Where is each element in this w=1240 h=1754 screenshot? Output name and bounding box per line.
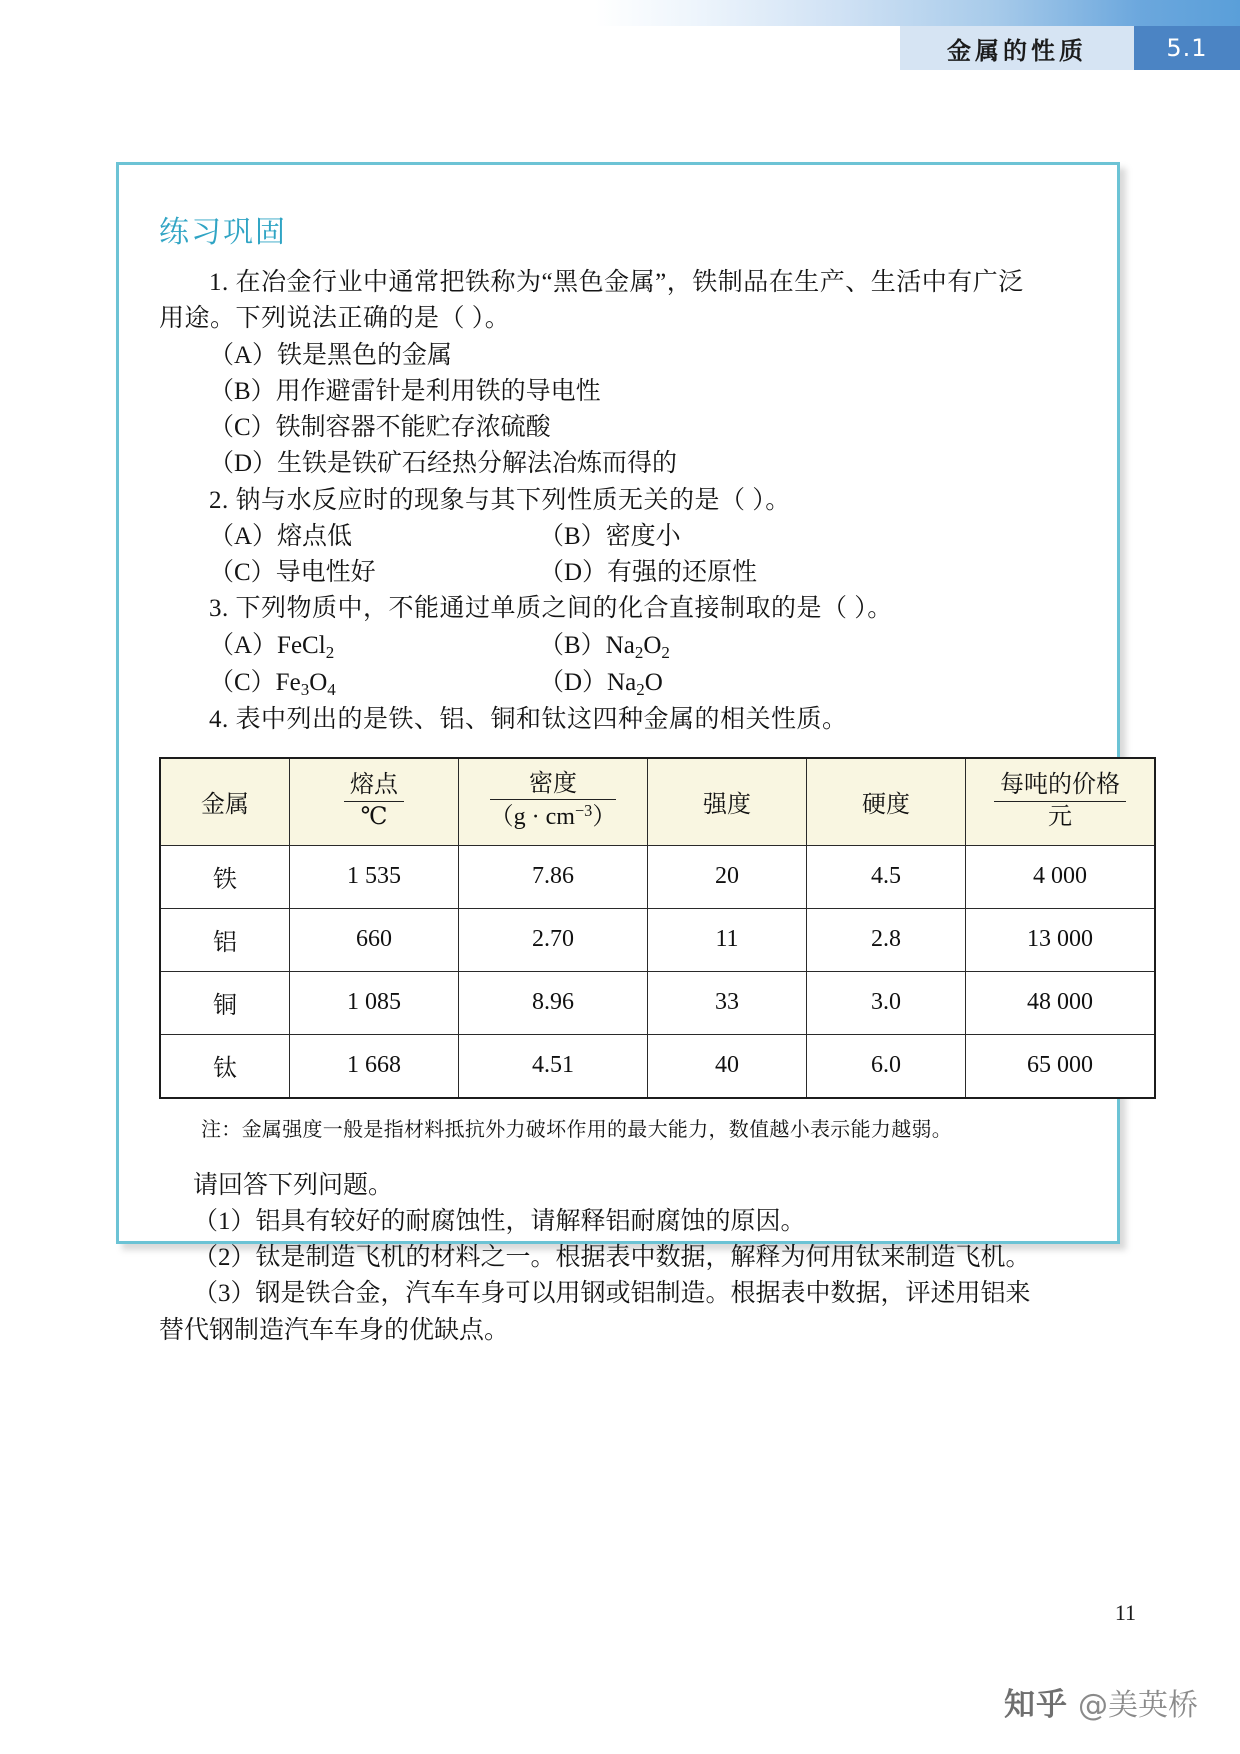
chapter-title-tag bbox=[900, 26, 1134, 70]
question-4-stem: 4. 表中列出的是铁、铝、铜和钛这四种金属的相关性质。 bbox=[209, 706, 848, 734]
question-3-option-a-prefix: （A）FeCl bbox=[209, 631, 326, 659]
header-strength: 强度 bbox=[648, 758, 807, 846]
page-number: 11 bbox=[1114, 1600, 1136, 1625]
table-note: 注：金属强度一般是指材料抵抗外力破坏作用的最大能力，数值越小表示能力越弱。 bbox=[201, 1118, 953, 1141]
question-2-option-d: （D）有强的还原性 bbox=[539, 559, 758, 586]
cell-price: 48 000 bbox=[966, 971, 1156, 1034]
question-3-option-b-sub2: 2 bbox=[661, 642, 670, 662]
header-gradient-band bbox=[0, 0, 1240, 26]
header-hardness: 硬度 bbox=[807, 758, 966, 846]
question-3-option-c-mid: O bbox=[309, 668, 328, 696]
question-2-options-row-1 bbox=[159, 519, 1077, 555]
metal-properties-table bbox=[159, 757, 1156, 1099]
cell-price: 4 000 bbox=[966, 845, 1156, 908]
question-3-option-d-mid: O bbox=[644, 668, 663, 696]
cell-strength: 33 bbox=[648, 971, 807, 1034]
header-melting-point bbox=[290, 758, 459, 846]
question-3-option-b bbox=[539, 628, 1077, 665]
cell-hardness: 2.8 bbox=[807, 908, 966, 971]
chapter-title-text: 金属的性质 bbox=[947, 36, 1087, 65]
cell-metal: 铜 bbox=[160, 971, 290, 1034]
question-3-option-a-sub: 2 bbox=[325, 642, 335, 662]
section-title: 练习巩固 bbox=[159, 215, 287, 250]
cell-density: 2.70 bbox=[459, 908, 648, 971]
cell-metal: 铝 bbox=[160, 908, 290, 971]
question-3-option-c-sub2: 4 bbox=[327, 679, 336, 699]
question-1-option-a: （A）铁是黑色的金属 bbox=[209, 341, 453, 369]
question-3-option-c-sub1: 3 bbox=[300, 679, 310, 699]
header-density bbox=[459, 758, 648, 846]
question-2-options-row-2 bbox=[159, 555, 1077, 591]
table-body bbox=[160, 845, 1155, 1098]
cell-price: 13 000 bbox=[966, 908, 1156, 971]
header-metal: 金属 bbox=[160, 758, 290, 846]
question-2-option-b: （B）密度小 bbox=[539, 522, 681, 550]
zhihu-logo: 知乎 bbox=[1004, 1687, 1068, 1723]
question-2-stem: 2. 钠与水反应时的现象与其下列性质无关的是（ ）。 bbox=[209, 486, 791, 514]
question-1-option-c: （C）铁制容器不能贮存浓硫酸 bbox=[209, 414, 551, 441]
question-3-option-c bbox=[209, 665, 539, 702]
cell-strength: 40 bbox=[648, 1034, 807, 1098]
question-3-option-d bbox=[539, 665, 1077, 702]
table-row bbox=[160, 1034, 1155, 1098]
cell-hardness: 4.5 bbox=[807, 845, 966, 908]
exercise-box-inner bbox=[119, 165, 1120, 1349]
sub-question-3-continued: 替代钢制造汽车车身的优缺点。 bbox=[159, 1316, 510, 1344]
melting-point-fraction bbox=[344, 772, 404, 831]
cell-metal: 钛 bbox=[160, 1034, 290, 1098]
table-row bbox=[160, 908, 1155, 971]
cell-density: 7.86 bbox=[459, 845, 648, 908]
cell-price: 65 000 bbox=[966, 1034, 1156, 1098]
question-1-stem-line1: 1. 在冶金行业中通常把铁称为“黑色金属”，铁制品在生产、生活中有广泛 bbox=[209, 269, 1024, 296]
cell-metal: 铁 bbox=[160, 845, 290, 908]
melting-point-unit: ℃ bbox=[360, 803, 388, 830]
chapter-number-text: 5.1 bbox=[1166, 34, 1208, 62]
question-3-options-row-1 bbox=[159, 628, 1077, 665]
question-1-option-b: （B）用作避雷针是利用铁的导电性 bbox=[209, 377, 601, 405]
price-label: 每吨的价格 bbox=[994, 772, 1126, 802]
sub-question-1: （1）铝具有较好的耐腐蚀性，请解释铝耐腐蚀的原因。 bbox=[193, 1207, 806, 1235]
question-3-option-b-mid: O bbox=[643, 631, 662, 659]
melting-point-label: 熔点 bbox=[344, 772, 404, 802]
price-fraction bbox=[994, 772, 1126, 831]
chapter-number-tag bbox=[1134, 26, 1240, 70]
cell-density: 4.51 bbox=[459, 1034, 648, 1098]
question-1-stem-line2: 用途。下列说法正确的是（ ）。 bbox=[159, 305, 511, 333]
table-header-row bbox=[160, 758, 1155, 846]
watermark bbox=[1004, 1679, 1198, 1724]
cell-melting-point: 1 535 bbox=[290, 845, 459, 908]
cell-density: 8.96 bbox=[459, 971, 648, 1034]
question-3-option-b-sub1: 2 bbox=[634, 642, 644, 662]
question-3-option-c-prefix: （C）Fe bbox=[209, 668, 301, 696]
density-unit-close: ） bbox=[592, 804, 617, 831]
question-3-option-d-sub1: 2 bbox=[636, 679, 645, 699]
question-3-options-row-2 bbox=[159, 665, 1077, 702]
cell-melting-point: 1 668 bbox=[290, 1034, 459, 1098]
question-3-option-a bbox=[209, 628, 539, 665]
cell-melting-point: 660 bbox=[290, 908, 459, 971]
question-1-option-d: （D）生铁是铁矿石经热分解法冶炼而得的 bbox=[209, 450, 678, 478]
question-3-option-d-prefix: （D）Na bbox=[539, 668, 637, 696]
question-3-option-b-prefix: （B）Na bbox=[539, 631, 635, 659]
cell-hardness: 6.0 bbox=[807, 1034, 966, 1098]
answer-prompt: 请回答下列问题。 bbox=[193, 1171, 394, 1199]
cell-melting-point: 1 085 bbox=[290, 971, 459, 1034]
table-row bbox=[160, 845, 1155, 908]
question-2-option-c: （C）导电性好 bbox=[209, 559, 376, 586]
table-header bbox=[160, 758, 1155, 846]
question-3-stem: 3. 下列物质中，不能通过单质之间的化合直接制取的是（ ）。 bbox=[209, 595, 893, 623]
density-fraction bbox=[490, 771, 617, 832]
cell-strength: 20 bbox=[648, 845, 807, 908]
density-unit-exponent: −3 bbox=[574, 801, 593, 821]
header-price bbox=[966, 758, 1156, 846]
sub-question-3: （3）钢是铁合金，汽车车身可以用钢或铝制造。根据表中数据，评述用铝来 bbox=[193, 1280, 1031, 1308]
spacer bbox=[159, 1142, 1077, 1168]
exercise-box bbox=[116, 162, 1120, 1344]
cell-strength: 11 bbox=[648, 908, 807, 971]
cell-hardness: 3.0 bbox=[807, 971, 966, 1034]
watermark-handle: @美英桥 bbox=[1078, 1687, 1198, 1723]
table-row bbox=[160, 971, 1155, 1034]
price-unit: 元 bbox=[1048, 803, 1072, 830]
question-2-option-a: （A）熔点低 bbox=[209, 522, 353, 550]
density-label: 密度 bbox=[490, 771, 617, 801]
density-unit bbox=[490, 800, 617, 832]
density-unit-open: （g · cm bbox=[489, 804, 575, 831]
sub-question-2: （2）钛是制造飞机的材料之一。根据表中数据，解释为何用钛来制造飞机。 bbox=[193, 1244, 1031, 1272]
